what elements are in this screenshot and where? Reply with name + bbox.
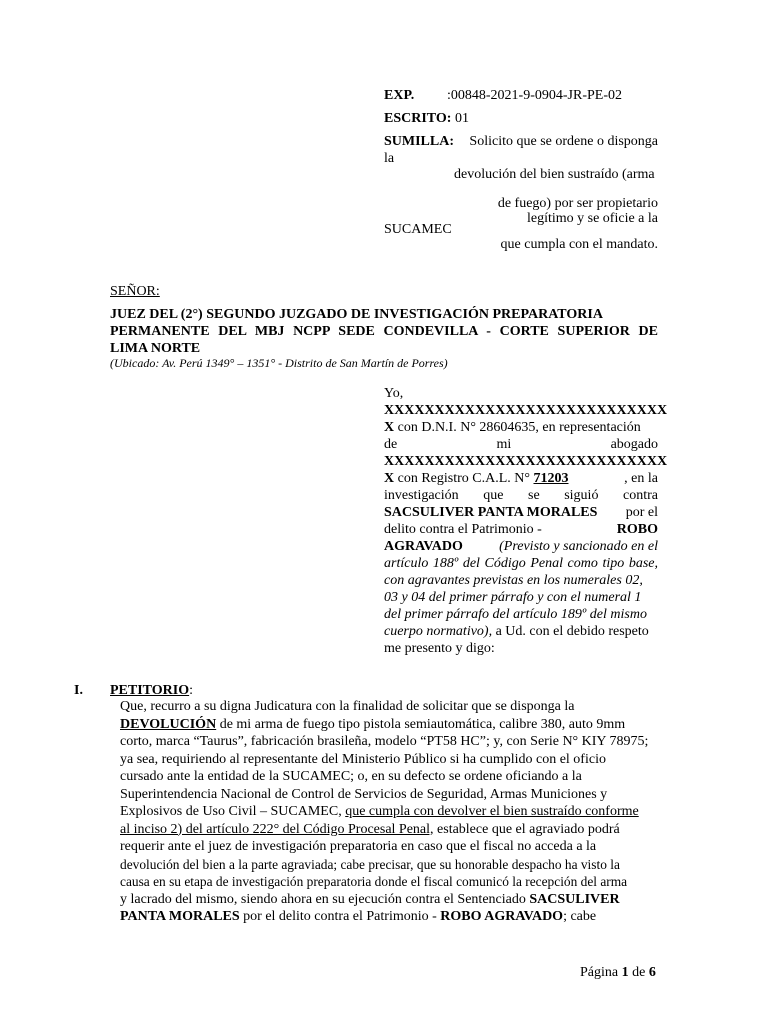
intro-block: Yo, XXXXXXXXXXXXXXXXXXXXXXXXXXXX X con D.N.I. N° 28604635, en representación de mi abogado XXXXXXXXXXXXXXXXXXXXXXXXXXXX X con Registro C.A.L. N° 71203 , en la investigación que se siguió contra SACSULIVER PANTA MORALES por el delito contra el Patrimonio - ROBO AGRAVADO (Previsto y sancionado en el artículo 188º del Código Penal como tipo base, con agravantes previstas en los numerales 02, 03 y 04 del primer párrafo y con el numeral 1 del primer párrafo del artículo 189º del mismo cuerpo normativo), a Ud. con el debido respeto me presento y digo: — [384, 386, 668, 656]
petitorio-body: Que, recurro a su digna Judicatura con la finalidad de solicitar que se disponga la DEVOLUCIÓN de mi arma de fuego tipo pistola semiautomática, calibre 380, auto 9mm corto, marca “Taurus”, fabricación brasileña, modelo “PT58 HC”; y, con Serie N° KIY 78975; ya sea, requiriendo al representante del Ministerio Público si ha cumplido con el oficio cursado ante la entidad de la SUCAMEC; o, en su defecto se ordene oficiando a la Superintendencia Nacional de Control de Servicios de Seguridad, Armas Municiones y Explosivos de Uso Civil – SUCAMEC, que cumpla con devolver el bien sustraído conforme al inciso 2) del artículo 222° del Código Procesal Penal, establece que el agraviado podrá requerir ante el juez de investigación preparatoria en caso que el fiscal no acceda a la devolución del bien a la parte agraviada; cabe precisar, que su honorable despacho ha visto la causa en su etapa de investigación preparatoria donde el fiscal comunicó la recepción del arma y lacrado del mismo, siendo ahora en su ejecución contra el Sentenciado SACSULIVER PANTA MORALES por el delito contra el Patrimonio - ROBO AGRAVADO; cabe — [120, 699, 649, 924]
exp-number: :00848-2021-9-0904-JR-PE-02 — [447, 88, 622, 103]
section-title: PETITORIO: — [110, 683, 193, 698]
escrito: ESCRITO: 01 — [384, 111, 469, 126]
senor: SEÑOR: — [110, 284, 160, 299]
exp-label: EXP. — [384, 88, 415, 103]
judge-name: JUEZ DEL (2°) SEGUNDO JUZGADO DE INVESTIGACIÓN PREPARATORIA PERMANENTE DEL MBJ NCPP SEDE CONDEVILLA - CORTE SUPERIOR DE LIMA NORTE — [110, 307, 658, 356]
sumilla: SUMILLA: Solicito que se ordene o disponga la devolución del bien sustraído (arma de fuego) por ser propietario legítimo y se oficie a la SUCAMEC que cumpla con el mandato. — [384, 134, 658, 252]
location: (Ubicado: Av. Perú 1349° – 1351° - Distrito de San Martín de Porres) — [110, 356, 448, 370]
page-number: Página 1 de 6 — [580, 965, 656, 980]
section-number: I. — [74, 683, 83, 698]
